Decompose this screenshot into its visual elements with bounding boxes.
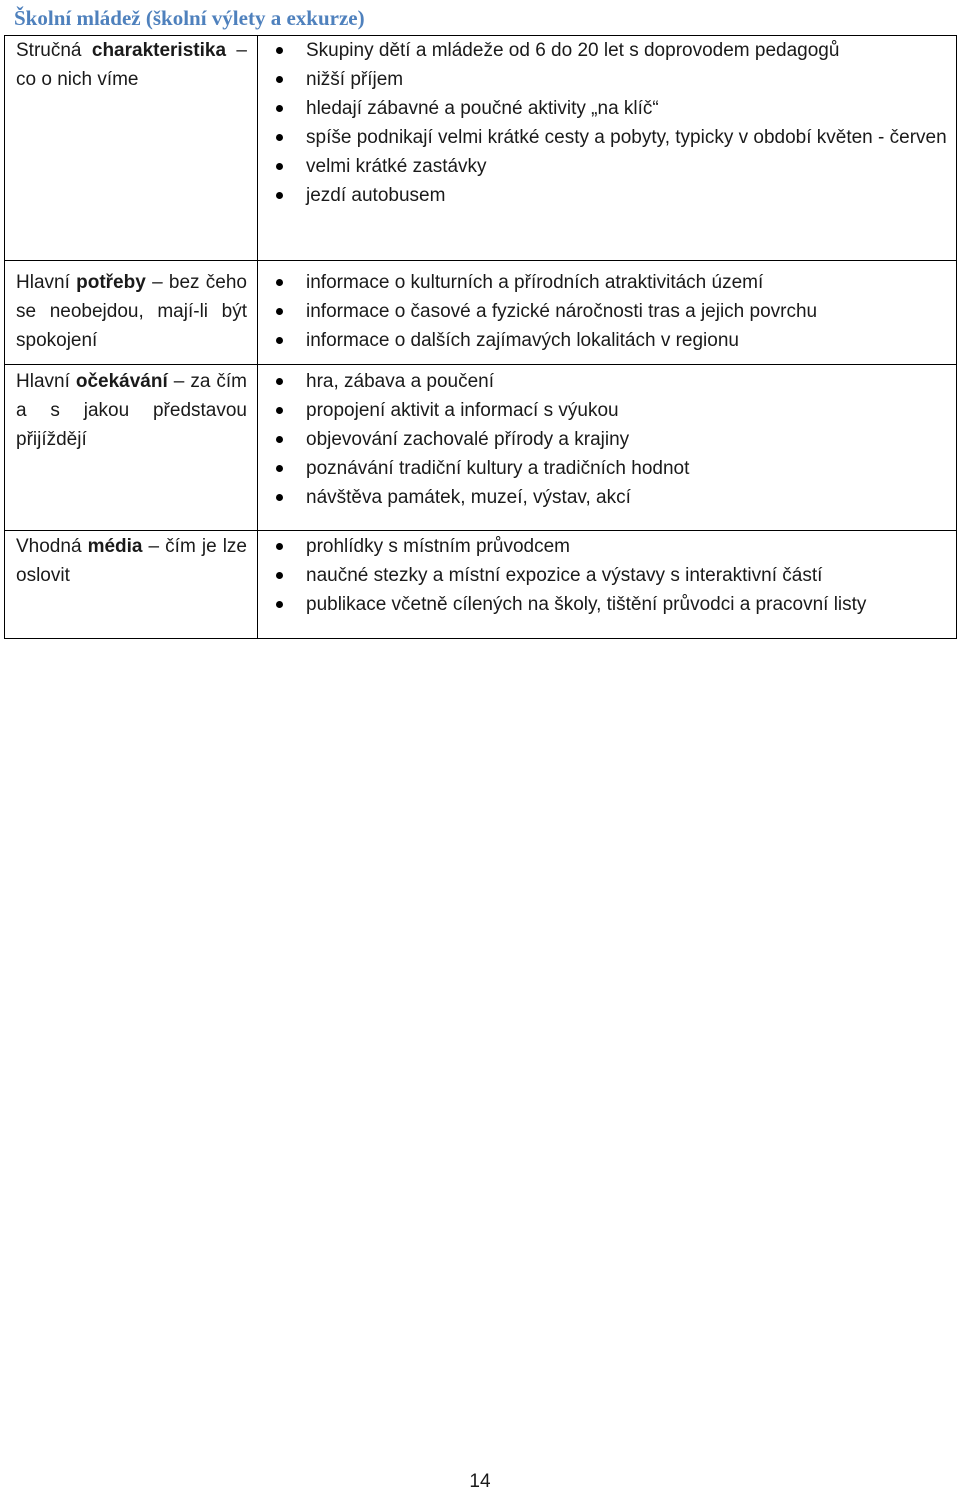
row-label-text: – za čím a s jakou představou přijíždějí <box>16 371 247 450</box>
table-row-expectations <box>5 365 957 531</box>
list-item: informace o kulturních a přírodních atraktivitách území <box>258 268 956 297</box>
bullet-list <box>258 36 956 210</box>
list-item: jezdí autobusem <box>258 181 956 210</box>
row-label-cell <box>5 36 258 261</box>
row-label-keyword: očekávání <box>75 371 168 392</box>
list-item: propojení aktivit a informací s výukou <box>258 396 956 425</box>
list-item: informace o časové a fyzické náročnosti tras a jejich povrchu <box>258 297 956 326</box>
target-group-table <box>4 35 957 639</box>
row-label <box>5 36 257 94</box>
row-label-text: – co o nich víme <box>16 40 247 90</box>
bullet-list <box>258 532 956 619</box>
section-heading: Školní mládež (školní výlety a exkurze) <box>14 6 365 30</box>
list-item: hledají zábavné a poučné aktivity „na klíč“ <box>258 94 956 123</box>
row-label-cell <box>5 261 258 365</box>
row-items-cell <box>258 36 957 261</box>
table-row-characteristics <box>5 36 957 261</box>
row-label-keyword: charakteristika <box>91 40 227 61</box>
row-items-cell <box>258 365 957 531</box>
row-label-text: Hlavní <box>16 371 76 392</box>
row-label-text: Vhodná <box>16 536 88 557</box>
list-item: prohlídky s místním průvodcem <box>258 532 956 561</box>
list-item: nižší příjem <box>258 65 956 94</box>
row-label-cell <box>5 365 258 531</box>
row-label <box>5 532 257 590</box>
row-label-cell <box>5 531 258 639</box>
row-label <box>5 367 257 454</box>
list-item: publikace včetně cílených na školy, tištění průvodci a pracovní listy <box>258 590 956 619</box>
table-row-needs <box>5 261 957 365</box>
row-items-cell <box>258 261 957 365</box>
list-item: velmi krátké zastávky <box>258 152 956 181</box>
row-label-text: – bez čeho se neobejdou, mají-li být spokojení <box>16 272 247 351</box>
row-label-text: – čím je lze oslovit <box>16 536 247 586</box>
row-label <box>5 268 257 355</box>
list-item: Skupiny dětí a mládeže od 6 do 20 let s doprovodem pedagogů <box>258 36 956 65</box>
list-item: objevování zachovalé přírody a krajiny <box>258 425 956 454</box>
list-item: hra, zábava a poučení <box>258 367 956 396</box>
list-item: poznávání tradiční kultury a tradičních hodnot <box>258 454 956 483</box>
table-row-media <box>5 531 957 639</box>
row-label-text: Stručná <box>16 40 92 61</box>
list-item: návštěva památek, muzeí, výstav, akcí <box>258 483 956 512</box>
list-item: informace o dalších zajímavých lokalitách v regionu <box>258 326 956 355</box>
row-label-keyword: média <box>87 536 143 557</box>
list-item: spíše podnikají velmi krátké cesty a pobyty, typicky v období květen - červen <box>258 123 956 152</box>
list-item: naučné stezky a místní expozice a výstavy s interaktivní částí <box>258 561 956 590</box>
row-items-cell <box>258 531 957 639</box>
bullet-list <box>258 367 956 512</box>
row-label-keyword: potřeby <box>76 272 146 293</box>
bullet-list <box>258 268 956 355</box>
page-number: 14 <box>469 1471 491 1492</box>
row-label-text: Hlavní <box>16 272 77 293</box>
